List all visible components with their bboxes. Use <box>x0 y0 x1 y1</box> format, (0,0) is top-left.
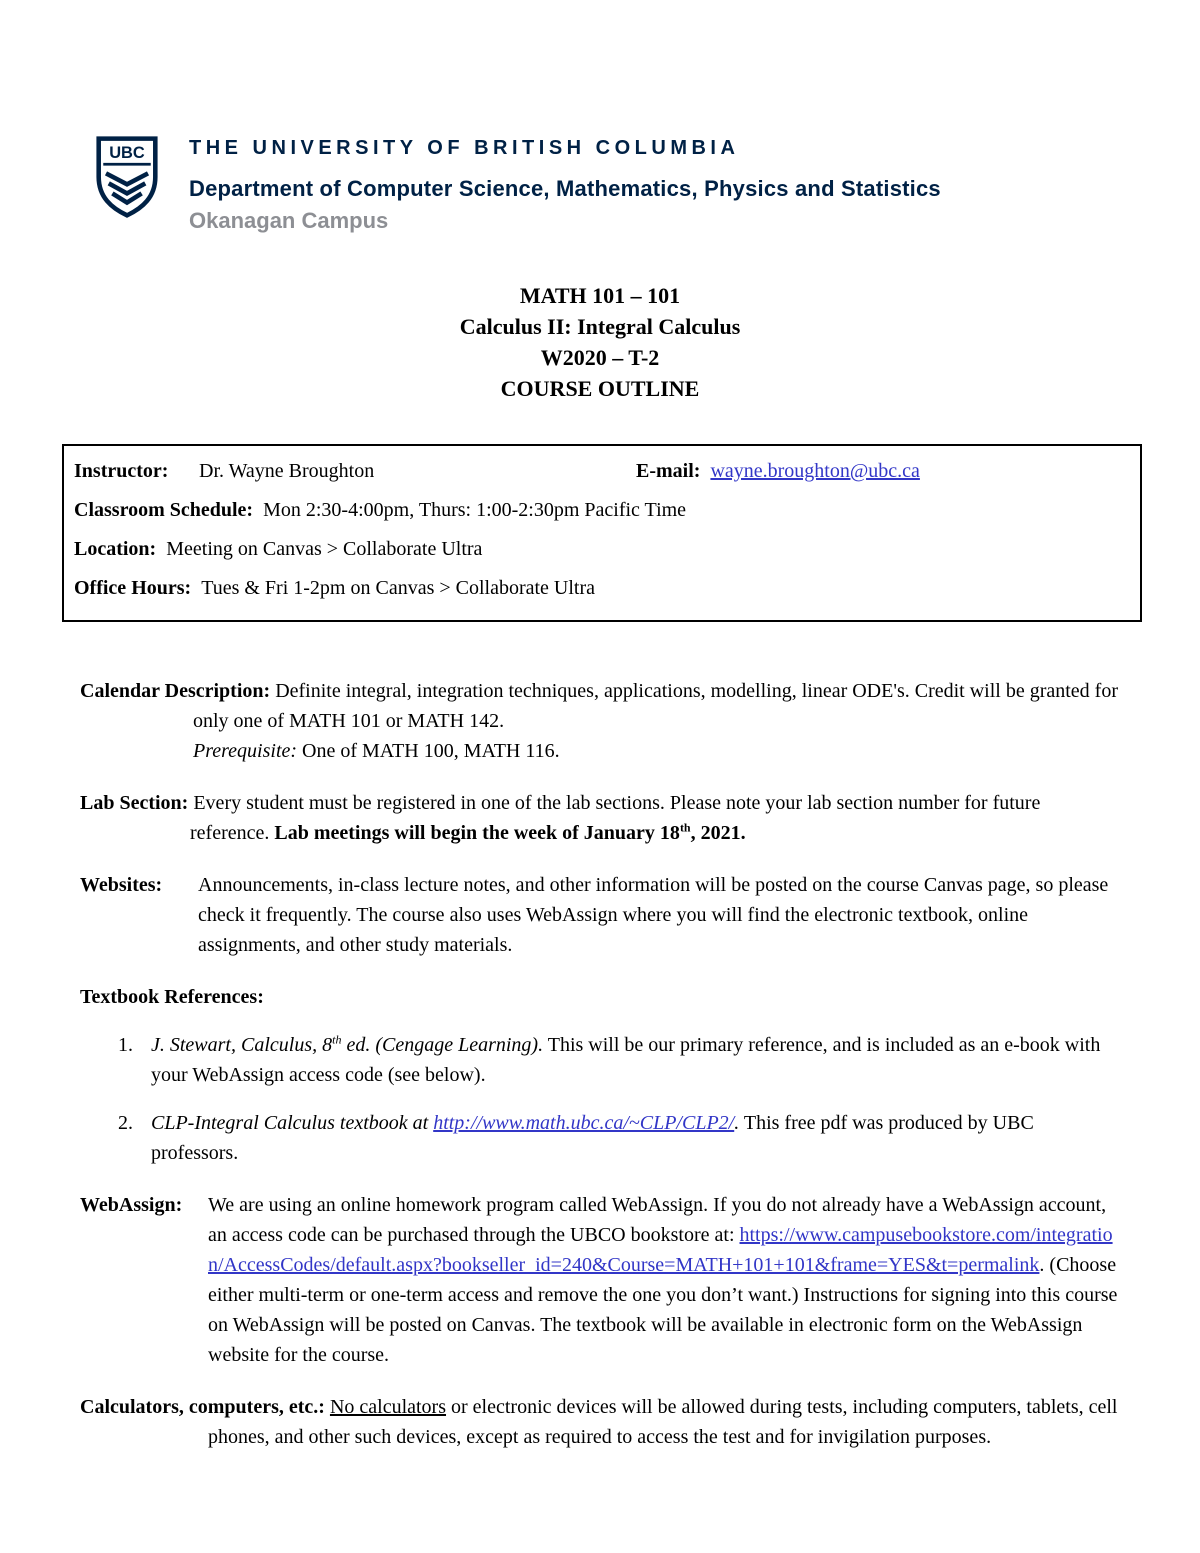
calculators-text: or electronic devices will be allowed during tests, including computers, tablets, cell phones, and other such devices, except as required to access the test and for invigilation purposes. <box>208 1396 1118 1448</box>
section-calendar-description <box>80 676 1122 766</box>
email-cell <box>636 458 1130 485</box>
textbook-2-number: 2. <box>118 1112 133 1134</box>
office-hours-value: Tues & Fri 1-2pm on Canvas > Collaborate Ultra <box>201 577 596 599</box>
department-name: Department of Computer Science, Mathematics, Physics and Statistics <box>189 176 941 201</box>
email-link[interactable]: wayne.broughton@ubc.ca <box>710 460 920 482</box>
lab-section-text: Every student must be registered in one of the lab sections. Please note your lab section number for future reference. <box>190 792 1041 844</box>
course-info-box <box>62 444 1142 622</box>
lab-meetings-bold-text-end: , 2021. <box>690 822 746 844</box>
location-label: Location: <box>74 538 157 560</box>
course-name: Calculus II: Integral Calculus <box>459 314 741 339</box>
course-code: MATH 101 – 101 <box>519 283 681 308</box>
calculators-underlined-text: No calculators <box>329 1396 447 1418</box>
webassign-text: We are using an online homework program called WebAssign. If you do not already have a WebAssign account, an access code can be purchased through the UBCO bookstore at: <box>208 1194 1107 1246</box>
textbook-1-citation-end: ed. (Cengage Learning). <box>341 1034 544 1056</box>
websites-text: Announcements, in-class lecture notes, and other information will be posted on the course Canvas page, so please check it frequently. The course also uses WebAssign where you will find the electronic textbook, online assignments, and other study materials. <box>198 874 1109 956</box>
section-websites <box>80 870 1122 960</box>
document-type: COURSE OUTLINE <box>500 376 700 401</box>
campus-name: Okanagan Campus <box>189 208 389 233</box>
textbooks-heading: Textbook References: <box>80 986 264 1008</box>
calculators-label: Calculators, computers, etc.: <box>80 1396 325 1418</box>
textbook-1-body <box>151 1030 1122 1090</box>
instructor-cell <box>74 458 636 485</box>
info-row-location <box>74 530 1130 569</box>
info-row-instructor <box>74 452 1130 491</box>
websites-label: Websites: <box>80 874 163 896</box>
lab-meetings-ordinal-suffix: th <box>679 820 691 835</box>
bookstore-access-code-link[interactable]: https://www.campusebookstore.com/integration/AccessCodes/default.aspx?bookseller_id=240&Course=MATH+101+101&frame=YES&t=permalink <box>208 1224 1113 1276</box>
lab-meetings-bold-text: Lab meetings will begin the week of January 18 <box>274 822 680 844</box>
textbook-list <box>80 1030 1122 1168</box>
info-row-office-hours <box>74 569 1130 608</box>
list-item-textbook-2 <box>80 1108 1122 1168</box>
section-webassign <box>80 1190 1122 1370</box>
textbook-2-text: This free pdf was produced by UBC professors. <box>151 1112 1034 1164</box>
course-term: W2020 – T-2 <box>540 345 660 370</box>
webassign-text-end: . (Choose either multi-term or one-term access and remove the one you don’t want.) Instructions for signing into this course on WebAssign will be posted on Canvas. The textbook will be available in electronic form on the WebAssign website for the course. <box>208 1254 1118 1366</box>
section-calculators <box>80 1392 1122 1452</box>
prerequisite-text: One of MATH 100, MATH 116. <box>302 740 560 762</box>
textbook-1-text: This will be our primary reference, and is included as an e-book with your WebAssign access code (see below). <box>151 1034 1101 1086</box>
schedule-label: Classroom Schedule: <box>74 499 254 521</box>
location-value: Meeting on Canvas > Collaborate Ultra <box>166 538 483 560</box>
list-item-textbook-1 <box>80 1030 1122 1090</box>
ubc-crest-shield-icon <box>95 135 159 219</box>
svg-text:UBC: UBC <box>109 143 145 162</box>
textbook-1-edition-suffix: th <box>332 1032 342 1047</box>
course-title-block <box>0 280 1200 404</box>
lab-section-label: Lab Section: <box>80 792 189 814</box>
textbook-1-citation: J. Stewart, Calculus, 8 <box>151 1034 333 1056</box>
university-name: THE UNIVERSITY OF BRITISH COLUMBIA <box>189 137 740 159</box>
textbook-2-citation: CLP-Integral Calculus textbook at <box>151 1112 434 1134</box>
textbook-1-number: 1. <box>118 1034 133 1056</box>
section-textbooks <box>80 982 1122 1168</box>
textbook-2-citation-end: . <box>734 1112 740 1134</box>
textbook-2-body <box>151 1108 1122 1168</box>
section-lab <box>80 788 1122 848</box>
prerequisite-label: Prerequisite: <box>193 740 298 762</box>
office-hours-label: Office Hours: <box>74 577 192 599</box>
instructor-value: Dr. Wayne Broughton <box>199 460 375 482</box>
ubc-header <box>0 0 1200 234</box>
document-body <box>0 622 1200 1452</box>
clp-textbook-link[interactable]: http://www.math.ubc.ca/~CLP/CLP2/ <box>433 1112 735 1134</box>
calendar-description-text: Definite integral, integration techniques, applications, modelling, linear ODE's. Credit will be granted for only one of MATH 101 or MATH 142. <box>193 680 1118 732</box>
webassign-label: WebAssign: <box>80 1194 183 1216</box>
schedule-value: Mon 2:30-4:00pm, Thurs: 1:00-2:30pm Pacific Time <box>263 499 687 521</box>
header-text <box>189 135 941 234</box>
calendar-description-label: Calendar Description: <box>80 680 271 702</box>
email-label: E-mail: <box>636 460 701 482</box>
instructor-label: Instructor: <box>74 460 169 482</box>
info-row-schedule <box>74 491 1130 530</box>
